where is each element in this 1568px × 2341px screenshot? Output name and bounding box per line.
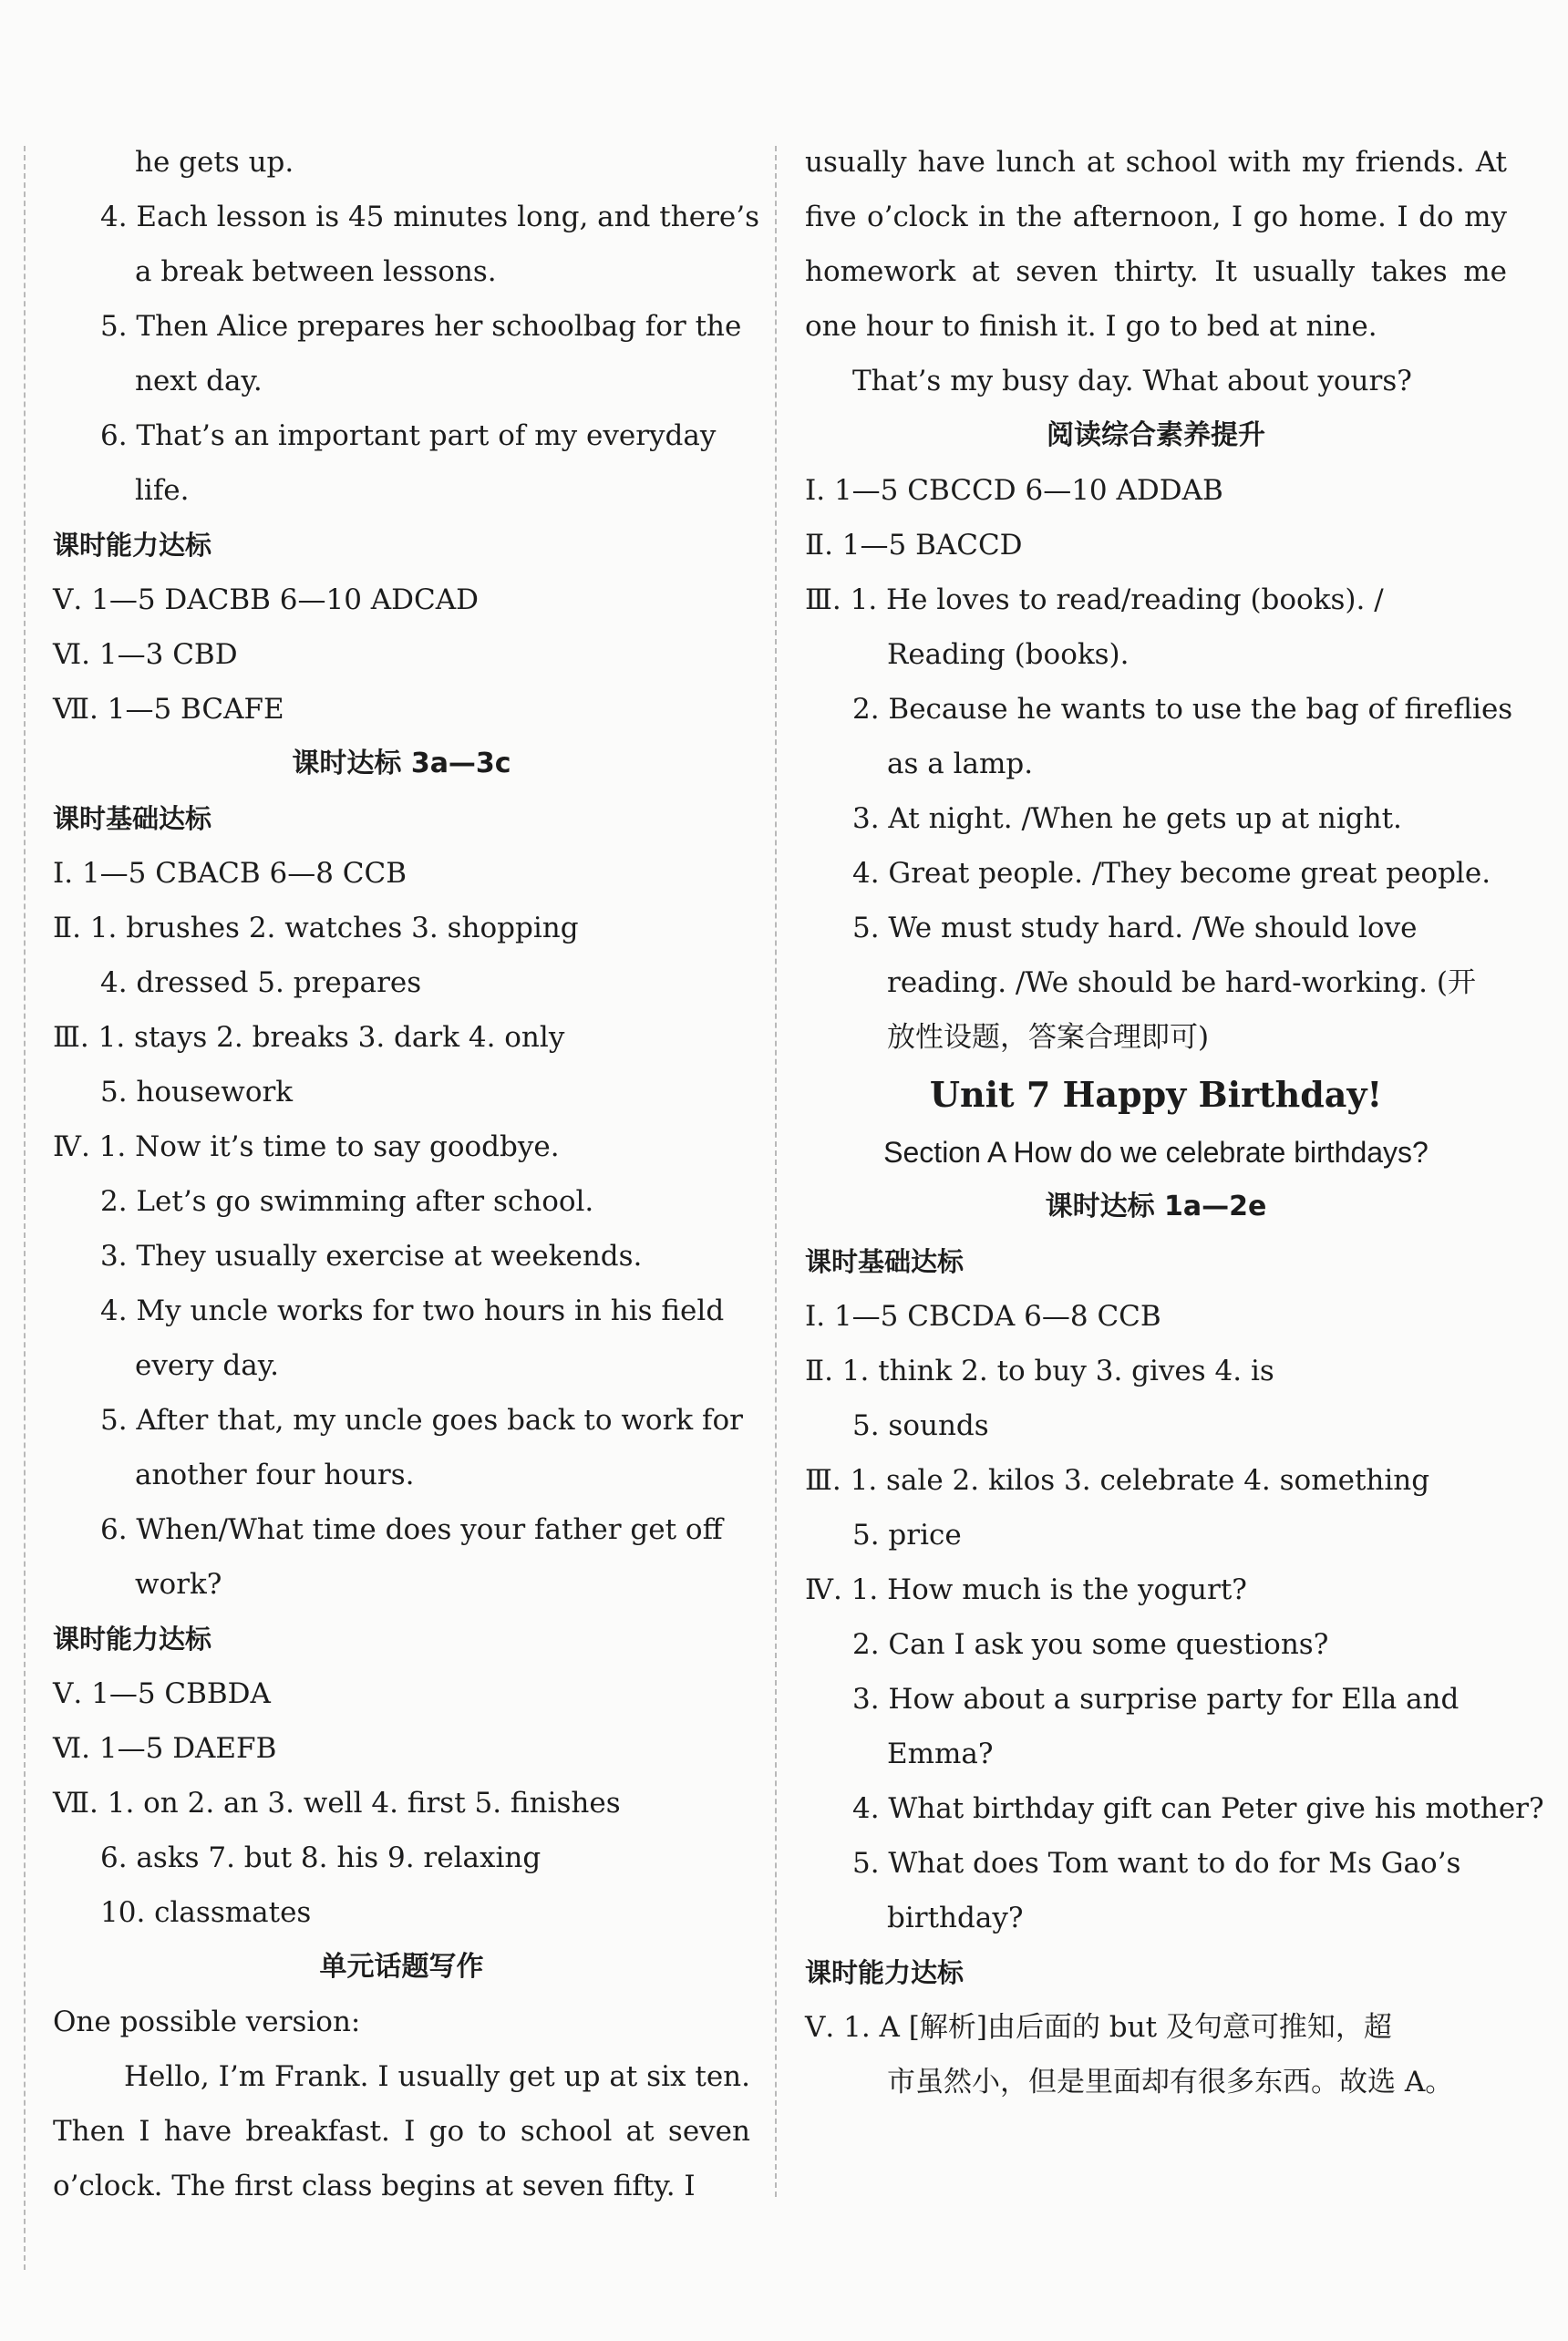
answer-line: 4. My uncle works for two hours in his field — [100, 1294, 725, 1327]
answer-line: 5. price — [852, 1519, 962, 1552]
answer-line: usually have lunch at school with my friends. At five o’clock in the afternoon, I go home. I do my homework at seven thirty. It usually takes me one hour to finish it. I go to bed at nine. — [805, 146, 1507, 343]
answer-line: Ⅱ. 1. brushes 2. watches 3. shopping — [53, 912, 579, 944]
answer-line: Ⅳ. 1. How much is the yogurt? — [805, 1573, 1247, 1606]
answer-line: 3. How about a surprise party for Ella and — [852, 1683, 1460, 1716]
answer-line: 5. After that, my uncle goes back to work for — [100, 1404, 743, 1437]
answer-line: Ⅲ. 1. sale 2. kilos 3. celebrate 4. something — [805, 1464, 1430, 1497]
answer-line: next day. — [135, 365, 263, 397]
answer-line: Ⅵ. 1—3 CBD — [53, 638, 238, 671]
answer-line: 5. Then Alice prepares her schoolbag for the — [100, 310, 742, 343]
section-heading: 课时达标 1a—2e — [1045, 1191, 1267, 1222]
answer-line: 6. When/What time does your father get off — [100, 1513, 723, 1546]
answer-line: 4. Each lesson is 45 minutes long, and there’s — [100, 201, 760, 233]
section-heading: 课时基础达标 — [805, 1246, 965, 1277]
section-heading: 单元话题写作 — [319, 1951, 484, 1983]
section-heading: 课时能力达标 — [805, 1957, 965, 1988]
answer-line: as a lamp. — [887, 748, 1034, 780]
column-divider-dashed-line — [775, 146, 777, 2197]
right-column — [805, 135, 1544, 2109]
answer-line: Ⅶ. 1. on 2. an 3. well 4. first 5. finishes — [53, 1787, 621, 1820]
answer-line: Emma? — [887, 1738, 994, 1770]
answer-line: 5. What does Tom want to do for Ms Gao’s — [852, 1847, 1461, 1880]
answer-line: Ⅰ. 1—5 CBCCD 6—10 ADDAB — [805, 474, 1223, 507]
answer-line: Ⅳ. 1. Now it’s time to say goodbye. — [53, 1130, 560, 1163]
section-heading: 课时基础达标 — [53, 803, 212, 834]
answer-line: One possible version: — [53, 2006, 361, 2038]
answer-line: Ⅴ. 1—5 DACBB 6—10 ADCAD — [53, 583, 479, 616]
answer-line: 3. At night. /When he gets up at night. — [852, 802, 1402, 835]
answer-line: Ⅱ. 1—5 BACCD — [805, 529, 1023, 562]
answer-line: a break between lessons. — [135, 255, 497, 288]
answer-line: 5. sounds — [852, 1409, 989, 1442]
answer-line: 5. We must study hard. /We should love — [852, 912, 1418, 944]
answer-line: life. — [135, 474, 190, 507]
section-heading: 课时能力达标 — [53, 1624, 212, 1655]
answer-line: 4. Great people. /They become great people. — [852, 857, 1491, 890]
answer-line: Ⅴ. 1—5 CBBDA — [53, 1677, 271, 1710]
answer-line: 10. classmates — [100, 1896, 312, 1929]
answer-line: another four hours. — [135, 1459, 415, 1491]
section-heading: Section A How do we celebrate birthdays? — [883, 1136, 1429, 1169]
answer-line: 3. They usually exercise at weekends. — [100, 1240, 643, 1273]
answer-line: Reading (books). — [887, 638, 1130, 671]
answer-line: 2. Let’s go swimming after school. — [100, 1185, 594, 1218]
answer-line: Ⅱ. 1. think 2. to buy 3. gives 4. is — [805, 1355, 1274, 1387]
answer-line: Ⅰ. 1—5 CBACB 6—8 CCB — [53, 857, 407, 890]
section-heading: 阅读综合素养提升 — [1047, 419, 1265, 451]
answer-line: he gets up. — [135, 146, 294, 179]
answer-line: every day. — [135, 1349, 279, 1382]
answer-line: Ⅰ. 1—5 CBCDA 6—8 CCB — [805, 1300, 1161, 1333]
answer-line: work? — [135, 1568, 222, 1601]
answer-line: 2. Because he wants to use the bag of fireflies — [852, 693, 1513, 726]
answer-line: Ⅴ. 1. A [解析]由后面的 but 及句意可推知，超 — [805, 2011, 1392, 2044]
section-heading: 课时能力达标 — [53, 530, 212, 561]
answer-line: Ⅶ. 1—5 BCAFE — [53, 693, 284, 726]
answer-line: 6. asks 7. but 8. his 9. relaxing — [100, 1841, 542, 1874]
answer-line: That’s my busy day. What about yours? — [852, 365, 1412, 397]
answer-line: Hello, I’m Frank. I usually get up at six ten. Then I have breakfast. I go to school at seven o’clock. The first class begins at seven fifty. I — [53, 2060, 750, 2202]
answer-line: 4. dressed 5. prepares — [100, 966, 422, 999]
answer-line: 6. That’s an important part of my everyday — [100, 419, 717, 452]
answer-line: Ⅲ. 1. stays 2. breaks 3. dark 4. only — [53, 1021, 565, 1054]
left-margin-dashed-line — [24, 146, 26, 2270]
answer-line: 市虽然小，但是里面却有很多东西。故选 A。 — [887, 2066, 1454, 2099]
answer-line: 放性设题，答案合理即可) — [887, 1021, 1210, 1054]
section-heading: 课时达标 3a—3c — [292, 748, 511, 779]
answer-line: birthday? — [887, 1902, 1024, 1934]
answer-line: Ⅵ. 1—5 DAEFB — [53, 1732, 277, 1765]
answer-line: 5. housework — [100, 1076, 294, 1109]
answer-line: 2. Can I ask you some questions? — [852, 1628, 1329, 1661]
left-column — [53, 135, 760, 2213]
section-heading: Unit 7 Happy Birthday! — [929, 1074, 1383, 1115]
answer-line: 4. What birthday gift can Peter give his mother? — [852, 1792, 1544, 1825]
answer-line: Ⅲ. 1. He loves to read/reading (books). / — [805, 583, 1384, 616]
answer-line: reading. /We should be hard-working. (开 — [887, 966, 1476, 999]
